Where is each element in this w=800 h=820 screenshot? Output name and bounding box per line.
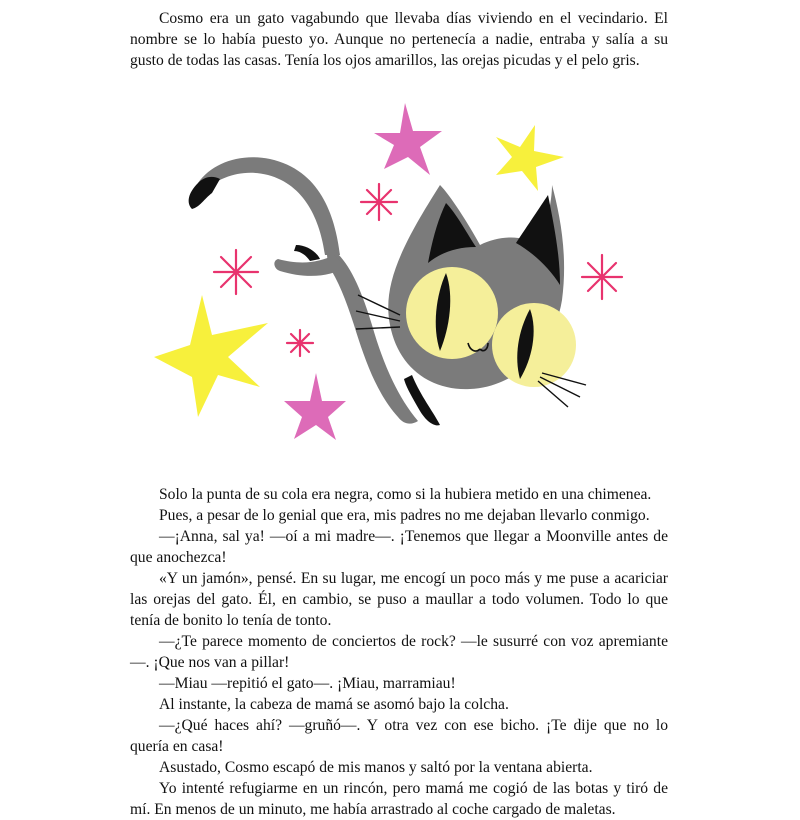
pink-star-icon	[284, 373, 346, 440]
yellow-star-icon	[496, 125, 564, 191]
paragraph: Solo la punta de su cola era negra, como si la hubiera metido en una chimenea.	[159, 486, 652, 503]
pink-star-icon	[374, 103, 442, 175]
paragraph: Asustado, Cosmo escapó de mis manos y saltó por la ventana abierta.	[159, 759, 593, 776]
paragraph: Pues, a pesar de lo genial que era, mis padres no me dejaban llevarlo conmigo.	[159, 507, 650, 524]
cat-icon	[189, 157, 586, 425]
yellow-star-icon	[154, 295, 268, 417]
cat-illustration	[150, 95, 630, 455]
top-text-block	[130, 8, 668, 71]
bottom-text-block	[130, 484, 668, 820]
paragraph: Yo intenté refugiarme en un rincón, pero mamá me cogió de las botas y tiró de mí. En menos de un minuto, me había arrastrado al coche cargado de maletas.	[130, 780, 668, 818]
paragraph: Cosmo era un gato vagabundo que llevaba días viviendo en el vecindario. El nombre se lo había puesto yo. Aunque no pertenecía a nadie, entraba y salía a su gusto de todas las casas. Tenía los ojos amarillos, las orejas picudas y el pelo gris.	[130, 10, 668, 69]
paragraph: Al instante, la cabeza de mamá se asomó bajo la colcha.	[159, 696, 509, 713]
paragraph: «Y un jamón», pensé. En su lugar, me encogí un poco más y me puse a acariciar las orejas del gato. Él, en cambio, se puso a maullar a todo volumen. Todo lo que tenía de bonito lo tenía de tonto.	[130, 570, 668, 629]
paragraph: —¡Anna, sal ya! —oí a mi madre—. ¡Tenemos que llegar a Moonville antes de que anochezca!	[130, 528, 668, 566]
paragraph: —¿Te parece momento de conciertos de rock? —le susurré con voz apremiante—. ¡Que nos van a pillar!	[130, 633, 668, 671]
paragraph: —Miau —repitió el gato—. ¡Miau, marramiau!	[159, 675, 456, 692]
paragraph: —¿Qué haces ahí? —gruñó—. Y otra vez con ese bicho. ¡Te dije que no lo quería en casa!	[130, 717, 668, 755]
